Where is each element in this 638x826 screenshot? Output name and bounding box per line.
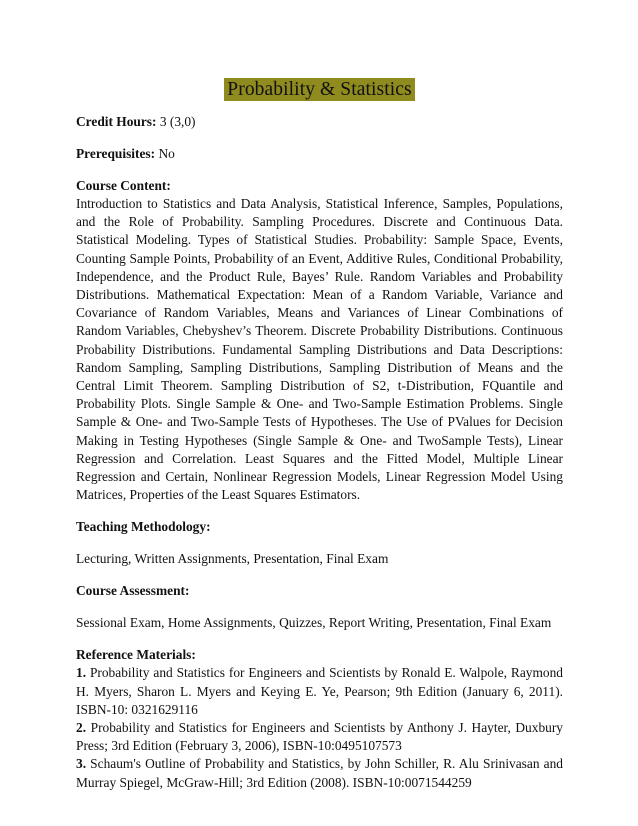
course-content-heading [76, 177, 563, 195]
reference-text: Probability and Statistics for Engineers and Scientists by Ronald E. Walpole, Raymond H. Myers, Sharon L. Myers and Keying E. Ye, Pearson; 9th Edition (January 6, 2011). ISBN-10: 0321629116 [76, 665, 563, 717]
reference-item [76, 664, 563, 719]
assessment-heading-text: Course Assessment: [76, 583, 190, 599]
prerequisites-value: No [155, 146, 175, 161]
references-heading [76, 646, 563, 664]
credit-hours-label: Credit Hours: [76, 114, 157, 129]
teaching-text: Lecturing, Written Assignments, Presentation, Final Exam [76, 551, 389, 567]
credit-hours-value: 3 (3,0) [156, 114, 196, 129]
assessment-text: Sessional Exam, Home Assignments, Quizzes, Report Writing, Presentation, Final Exam [76, 615, 552, 631]
reference-item [76, 755, 563, 791]
teaching-heading [76, 518, 563, 536]
assessment-heading [76, 582, 563, 600]
reference-item [76, 719, 563, 755]
reference-number: 2. [76, 720, 87, 736]
course-content-heading-text: Course Content: [76, 178, 171, 193]
prerequisites-line [76, 145, 563, 163]
reference-number: 3. [76, 756, 87, 772]
document-page [76, 0, 563, 792]
title-wrap [76, 78, 563, 102]
prerequisites-label: Prerequisites: [76, 146, 156, 161]
reference-number: 1. [76, 665, 87, 681]
reference-text: Schaum's Outline of Probability and Statistics, by John Schiller, R. Alu Srinivasan and Murray Spiegel, McGraw-Hill; 3rd Edition (2008). ISBN-10:0071544259 [76, 756, 563, 790]
reference-text: Probability and Statistics for Engineers and Scientists by Anthony J. Hayter, Duxbury Press; 3rd Edition (February 3, 2006), ISBN-10:0495107573 [76, 720, 563, 754]
references-heading-text: Reference Materials: [76, 647, 196, 663]
teaching-heading-text: Teaching Methodology: [76, 519, 211, 535]
course-content-text: Introduction to Statistics and Data Analysis, Statistical Inference, Samples, Populations, and the Role of Probability. Sampling Procedures. Discrete and Continuous Data. Statistical Modeling. Types of Statistical Studies. Probability: Sample Space, Events, Counting Sample Points, Probability of an Event, Additive Rules, Conditional Probability, Independence, and the Product Rule, Bayes’ Rule. Random Variables and Probability Distributions. Mathematical Expectation: Mean of a Random Variable, Variance and Covariance of Random Variables, Means and Variances of Linear Combinations of Random Variables, Chebyshev’s Theorem. Discrete Probability Distributions. Continuous Probability Distributions. Fundamental Sampling Distributions and Data Descriptions: Random Sampling, Sampling Distributions, Sampling Distribution of Means and the Central Limit Theorem. Sampling Distribution of S2, t-Distribution, FQuantile and Probability Plots. Single Sample & One- and Two-Sample Estimation Problems. Single Sample & One- and Two-Sample Tests of Hypotheses. The Use of PValues for Decision Making in Testing Hypotheses (Single Sample & One- and TwoSample Tests), Linear Regression and Correlation. Least Squares and the Fitted Model, Multiple Linear Regression and Certain, Nonlinear Regression Models, Linear Regression Model Using Matrices, Properties of the Least Squares Estimators. [76, 196, 563, 503]
page-title: Probability & Statistics [224, 78, 414, 101]
credit-hours-line [76, 113, 563, 131]
